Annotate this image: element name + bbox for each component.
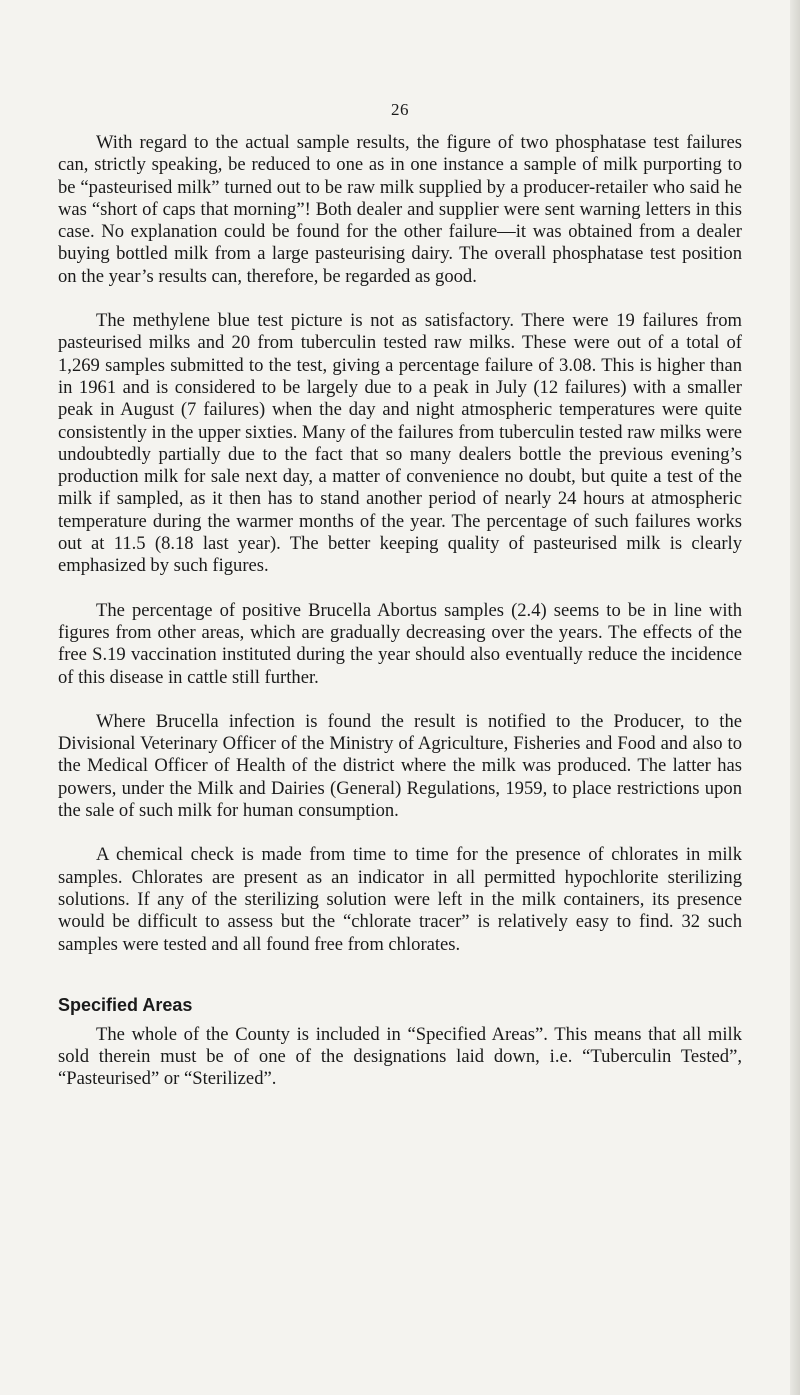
document-body <box>58 132 742 1113</box>
paragraph-chlorate-check: A chemical check is made from time to time for the presence of chlorates in milk samples. Chlorates are present as an indicator in all permitted hypochlorite sterilizing solutions. If any of the sterilizing solution were left in the milk containers, its presence would be difficult to assess but the “chlorate tracer” is relatively easy to find. 32 such samples were tested and all found free from chlorates. <box>58 844 742 955</box>
paragraph-methylene-blue-test: The methylene blue test picture is not as satisfactory. There were 19 failures from pasteurised milks and 20 from tuberculin tested raw milks. These were out of a total of 1,269 samples submitted to the test, giving a percentage failure of 3.08. This is higher than in 1961 and is considered to be largely due to a peak in July (12 failures) with a smaller peak in August (7 failures) when the day and night atmospheric temperatures were quite consistently in the upper sixties. Many of the failures from tuberculin tested raw milks were undoubtedly partially due to the fact that so many dealers bottle the previous evening’s production milk for sale next day, a matter of convenience no doubt, but quite a test of the milk if sampled, as it then has to stand another period of nearly 24 hours at atmospheric temperature during the warmer months of the year. The percentage of such failures works out at 11.5 (8.18 last year). The better keeping quality of pasteurised milk is clearly emphasized by such figures. <box>58 310 742 577</box>
page-edge-shadow <box>790 0 800 1395</box>
paragraph-specified-areas: The whole of the County is included in “Specified Areas”. This means that all milk sold therein must be of one of the designations laid down, i.e. “Tuberculin Tested”, “Pasteurised” or “Sterilized”. <box>58 1023 742 1090</box>
section-heading-specified-areas: Specified Areas <box>58 994 193 1015</box>
paragraph-brucella-abortus: The percentage of positive Brucella Abortus samples (2.4) seems to be in line with figures from other areas, which are gradually decreasing over the years. The effects of the free S.19 vaccination instituted during the year should also eventually reduce the incidence of this disease in cattle still further. <box>58 599 742 688</box>
paragraph-phosphatase-results: With regard to the actual sample results, the figure of two phosphatase test failures can, strictly speaking, be reduced to one as in one instance a sample of milk purporting to be “pasteurised milk” turned out to be raw milk supplied by a producer-retailer who said he was “short of caps that morning”! Both dealer and supplier were sent warning letters in this case. No explanation could be found for the other failure—it was obtained from a dealer buying bottled milk from a large pasteurising dairy. The overall phosphatase test position on the year’s results can, therefore, be regarded as good. <box>58 132 742 287</box>
paragraph-brucella-notification: Where Brucella infection is found the result is notified to the Producer, to the Divisional Veterinary Officer of the Ministry of Agriculture, Fisheries and Food and also to the Medical Officer of Health of the district where the milk was produced. The latter has powers, under the Milk and Dairies (General) Regulations, 1959, to place restrictions upon the sale of such milk for human consumption. <box>58 710 742 822</box>
page-number: 26 <box>391 100 409 119</box>
